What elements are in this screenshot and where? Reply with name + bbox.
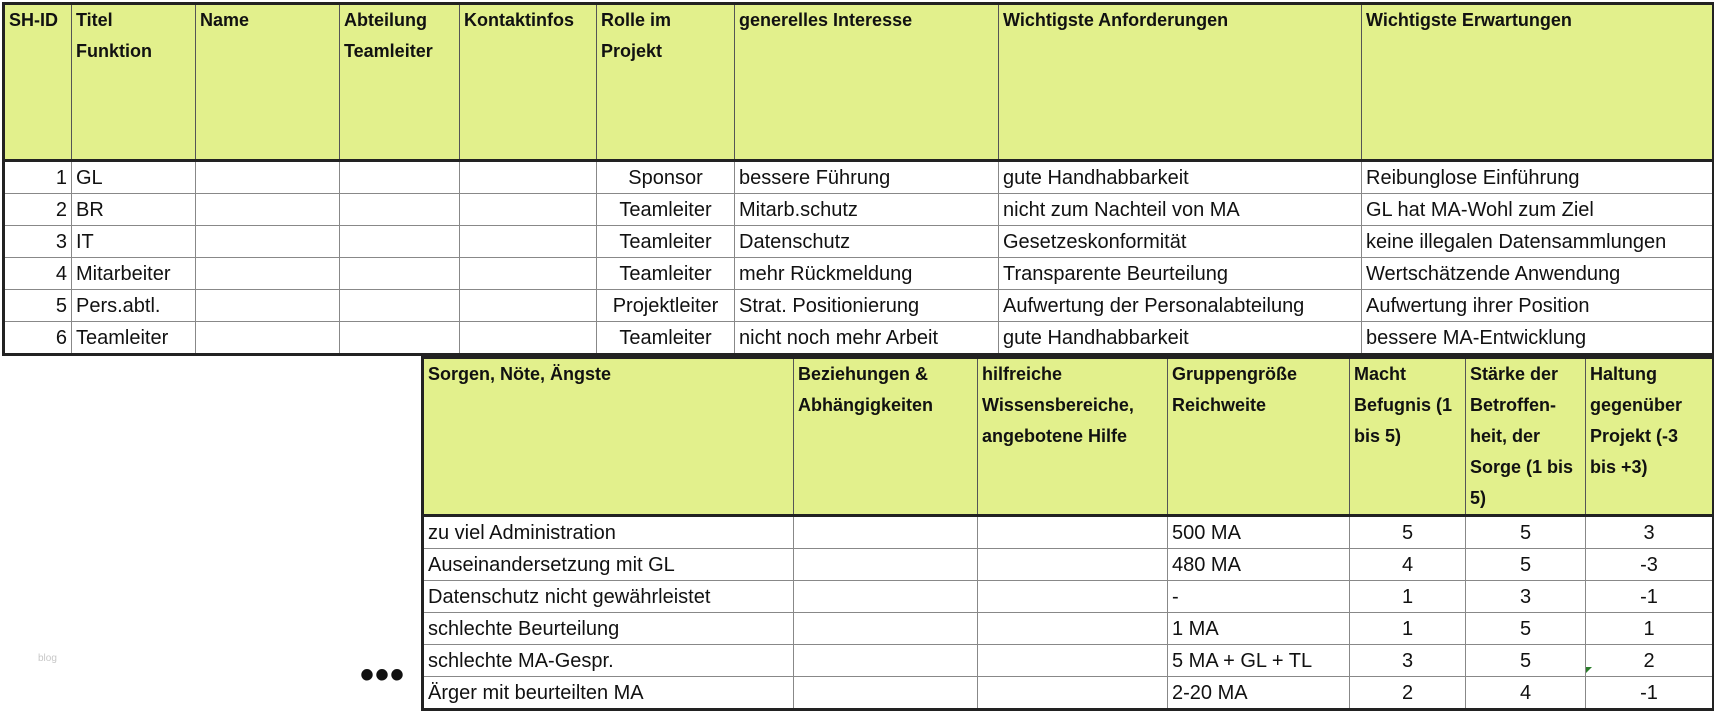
col-header-macht: Macht Befugnis (1 bis 5) bbox=[1350, 358, 1466, 516]
cell-sorge: Datenschutz nicht gewährleistet bbox=[423, 581, 794, 613]
cell-staerke: 5 bbox=[1466, 613, 1586, 645]
cell-gruppe: 500 MA bbox=[1168, 516, 1350, 549]
cell-sorge: schlechte MA-Gespr. bbox=[423, 645, 794, 677]
cell-erwartungen: keine illegalen Datensammlungen bbox=[1362, 226, 1714, 258]
table-row bbox=[423, 613, 1714, 645]
cell-sh-id: 5 bbox=[4, 290, 72, 322]
cell-haltung: 2 bbox=[1586, 645, 1714, 677]
cell-erwartungen: Reibunglose Einführung bbox=[1362, 161, 1714, 194]
cell-kontakt bbox=[460, 322, 597, 355]
cell-titel: BR bbox=[72, 194, 196, 226]
cell-erwartungen: Wertschätzende Anwendung bbox=[1362, 258, 1714, 290]
table-row bbox=[4, 258, 1714, 290]
cell-gruppe: 2-20 MA bbox=[1168, 677, 1350, 710]
cell-haltung: -3 bbox=[1586, 549, 1714, 581]
cell-kontakt bbox=[460, 226, 597, 258]
cell-sh-id: 1 bbox=[4, 161, 72, 194]
stakeholder-header-row bbox=[4, 4, 1714, 161]
cell-sorge: Ärger mit beurteilten MA bbox=[423, 677, 794, 710]
cell-name bbox=[196, 258, 340, 290]
cell-haltung: 1 bbox=[1586, 613, 1714, 645]
cell-anforderungen: Gesetzeskonformität bbox=[999, 226, 1362, 258]
cell-name bbox=[196, 226, 340, 258]
cell-erwartungen: GL hat MA-Wohl zum Ziel bbox=[1362, 194, 1714, 226]
cell-sh-id: 2 bbox=[4, 194, 72, 226]
table-row bbox=[4, 226, 1714, 258]
cell-interesse: Datenschutz bbox=[735, 226, 999, 258]
cell-abteilung bbox=[340, 194, 460, 226]
cell-gruppe: 480 MA bbox=[1168, 549, 1350, 581]
cell-abteilung bbox=[340, 161, 460, 194]
col-header-beziehungen: Beziehungen & Abhängigkeiten bbox=[794, 358, 978, 516]
cell-wissen bbox=[978, 516, 1168, 549]
cell-beziehungen bbox=[794, 613, 978, 645]
cell-beziehungen bbox=[794, 516, 978, 549]
cell-wissen bbox=[978, 613, 1168, 645]
cell-wissen bbox=[978, 581, 1168, 613]
cell-gruppe: 5 MA + GL + TL bbox=[1168, 645, 1350, 677]
cell-anforderungen: Transparente Beurteilung bbox=[999, 258, 1362, 290]
cell-name bbox=[196, 161, 340, 194]
cell-titel: IT bbox=[72, 226, 196, 258]
cell-rolle: Teamleiter bbox=[597, 322, 735, 355]
cell-interesse: mehr Rückmeldung bbox=[735, 258, 999, 290]
cell-wissen bbox=[978, 645, 1168, 677]
col-header-rolle: Rolle im Projekt bbox=[597, 4, 735, 161]
col-header-haltung: Haltung gegenüber Projekt (-3 bis +3) bbox=[1586, 358, 1714, 516]
cell-staerke: 5 bbox=[1466, 549, 1586, 581]
watermark-text: blog bbox=[38, 653, 57, 664]
table-row bbox=[4, 161, 1714, 194]
col-header-staerke: Stärke der Betroffen-heit, der Sorge (1 bis 5) bbox=[1466, 358, 1586, 516]
cell-macht: 4 bbox=[1350, 549, 1466, 581]
cell-abteilung bbox=[340, 290, 460, 322]
cell-gruppe: 1 MA bbox=[1168, 613, 1350, 645]
cell-sh-id: 3 bbox=[4, 226, 72, 258]
cell-interesse: Mitarb.schutz bbox=[735, 194, 999, 226]
cell-macht: 2 bbox=[1350, 677, 1466, 710]
col-header-erwartungen: Wichtigste Erwartungen bbox=[1362, 4, 1714, 161]
cell-titel: GL bbox=[72, 161, 196, 194]
cell-wissen bbox=[978, 549, 1168, 581]
table-row bbox=[4, 290, 1714, 322]
cell-haltung: -1 bbox=[1586, 677, 1714, 710]
table-row bbox=[423, 516, 1714, 549]
col-header-sorgen: Sorgen, Nöte, Ängste bbox=[423, 358, 794, 516]
cell-name bbox=[196, 290, 340, 322]
cell-sorge: Auseinandersetzung mit GL bbox=[423, 549, 794, 581]
col-header-kontaktinfos: Kontaktinfos bbox=[460, 4, 597, 161]
concerns-header-row bbox=[423, 358, 1714, 516]
cell-sorge: schlechte Beurteilung bbox=[423, 613, 794, 645]
comment-marker-icon bbox=[1586, 667, 1592, 673]
cell-sorge: zu viel Administration bbox=[423, 516, 794, 549]
ellipsis-text: ••• bbox=[360, 653, 406, 697]
cell-beziehungen bbox=[794, 581, 978, 613]
cell-beziehungen bbox=[794, 645, 978, 677]
cell-rolle: Teamleiter bbox=[597, 258, 735, 290]
cell-gruppe: - bbox=[1168, 581, 1350, 613]
cell-macht: 1 bbox=[1350, 581, 1466, 613]
table-row bbox=[4, 194, 1714, 226]
stakeholder-table bbox=[2, 2, 1714, 356]
cell-staerke: 4 bbox=[1466, 677, 1586, 710]
cell-titel: Pers.abtl. bbox=[72, 290, 196, 322]
cell-staerke: 3 bbox=[1466, 581, 1586, 613]
cell-staerke: 5 bbox=[1466, 645, 1586, 677]
cell-interesse: Strat. Positionierung bbox=[735, 290, 999, 322]
cell-kontakt bbox=[460, 290, 597, 322]
col-header-interesse: generelles Interesse bbox=[735, 4, 999, 161]
cell-rolle: Teamleiter bbox=[597, 194, 735, 226]
cell-macht: 5 bbox=[1350, 516, 1466, 549]
cell-macht: 1 bbox=[1350, 613, 1466, 645]
cell-kontakt bbox=[460, 194, 597, 226]
col-header-wissensbereiche: hilfreiche Wissensbereiche, angebotene Hilfe bbox=[978, 358, 1168, 516]
cell-erwartungen: Aufwertung ihrer Position bbox=[1362, 290, 1714, 322]
table-row bbox=[423, 645, 1714, 677]
cell-interesse: bessere Führung bbox=[735, 161, 999, 194]
cell-anforderungen: nicht zum Nachteil von MA bbox=[999, 194, 1362, 226]
table-row bbox=[4, 322, 1714, 355]
cell-name bbox=[196, 322, 340, 355]
concerns-table bbox=[421, 356, 1714, 711]
cell-abteilung bbox=[340, 226, 460, 258]
cell-staerke: 5 bbox=[1466, 516, 1586, 549]
table-row bbox=[423, 549, 1714, 581]
cell-erwartungen: bessere MA-Entwicklung bbox=[1362, 322, 1714, 355]
cell-rolle: Sponsor bbox=[597, 161, 735, 194]
cell-kontakt bbox=[460, 258, 597, 290]
col-header-name: Name bbox=[196, 4, 340, 161]
cell-rolle: Projektleiter bbox=[597, 290, 735, 322]
cell-anforderungen: gute Handhabbarkeit bbox=[999, 161, 1362, 194]
cell-name bbox=[196, 194, 340, 226]
col-header-titel-funktion: Titel Funktion bbox=[72, 4, 196, 161]
cell-abteilung bbox=[340, 322, 460, 355]
cell-haltung: 3 bbox=[1586, 516, 1714, 549]
cell-titel: Mitarbeiter bbox=[72, 258, 196, 290]
cell-haltung: -1 bbox=[1586, 581, 1714, 613]
cell-sh-id: 4 bbox=[4, 258, 72, 290]
col-header-gruppengroesse: Gruppengröße Reichweite bbox=[1168, 358, 1350, 516]
col-header-abteilung: Abteilung Teamleiter bbox=[340, 4, 460, 161]
cell-macht: 3 bbox=[1350, 645, 1466, 677]
cell-kontakt bbox=[460, 161, 597, 194]
cell-rolle: Teamleiter bbox=[597, 226, 735, 258]
cell-interesse: nicht noch mehr Arbeit bbox=[735, 322, 999, 355]
cell-anforderungen: gute Handhabbarkeit bbox=[999, 322, 1362, 355]
col-header-sh-id: SH-ID bbox=[4, 4, 72, 161]
table-row bbox=[423, 581, 1714, 613]
cell-titel: Teamleiter bbox=[72, 322, 196, 355]
cell-beziehungen bbox=[794, 549, 978, 581]
cell-sh-id: 6 bbox=[4, 322, 72, 355]
cell-abteilung bbox=[340, 258, 460, 290]
cell-anforderungen: Aufwertung der Personalabteilung bbox=[999, 290, 1362, 322]
col-header-anforderungen: Wichtigste Anforderungen bbox=[999, 4, 1362, 161]
